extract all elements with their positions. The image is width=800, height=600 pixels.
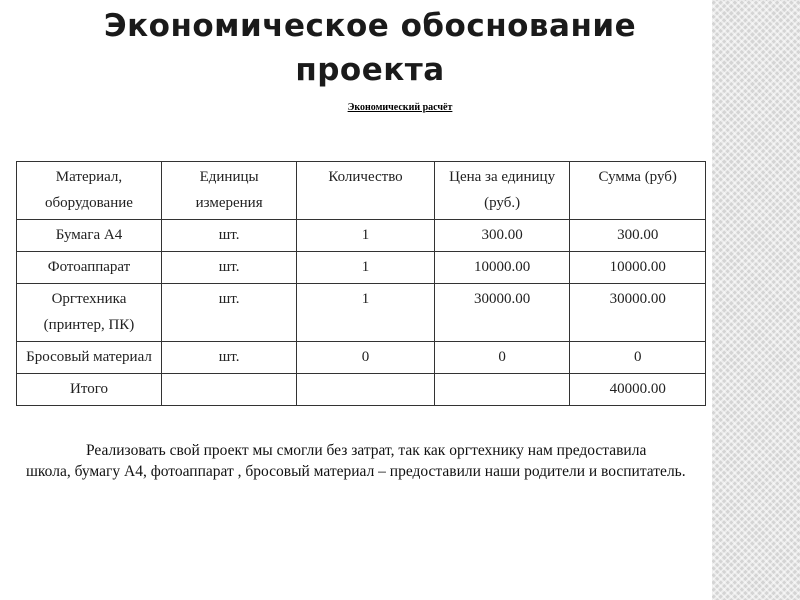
cell-material: Бросовый материал: [17, 342, 162, 374]
cell-units: шт.: [161, 220, 296, 252]
cell-material: Фотоаппарат: [17, 252, 162, 284]
total-value: 40000.00: [570, 374, 706, 406]
page-title: Экономическое обоснование проекта: [103, 8, 637, 88]
header-quantity: Количество: [297, 162, 435, 220]
cell-sum: 30000.00: [570, 284, 706, 342]
cell-sum: 0: [570, 342, 706, 374]
economic-calculation-table: [16, 161, 706, 406]
cell-unit-price: 0: [434, 342, 570, 374]
cell-quantity: 0: [297, 342, 435, 374]
table-row: [17, 220, 706, 252]
cell-sum: 10000.00: [570, 252, 706, 284]
empty-cell: [297, 374, 435, 406]
cell-sum: 300.00: [570, 220, 706, 252]
table-header-row: [17, 162, 706, 220]
cell-quantity: 1: [297, 220, 435, 252]
cell-units: шт.: [161, 252, 296, 284]
cell-material: Оргтехника (принтер, ПК): [17, 284, 162, 342]
header-unit-price: Цена за единицу (руб.): [434, 162, 570, 220]
table-row: [17, 284, 706, 342]
empty-cell: [161, 374, 296, 406]
cell-material: Бумага А4: [17, 220, 162, 252]
total-label: Итого: [17, 374, 162, 406]
cell-unit-price: 10000.00: [434, 252, 570, 284]
table-row: [17, 342, 706, 374]
table-total-row: [17, 374, 706, 406]
section-subtitle: Экономический расчёт: [347, 102, 453, 113]
header-material: Материал, оборудование: [17, 162, 162, 220]
cell-units: шт.: [161, 342, 296, 374]
cell-unit-price: 300.00: [434, 220, 570, 252]
table-row: [17, 252, 706, 284]
empty-cell: [434, 374, 570, 406]
header-sum: Сумма (руб): [570, 162, 706, 220]
cell-unit-price: 30000.00: [434, 284, 570, 342]
cell-units: шт.: [161, 284, 296, 342]
header-units: Единицы измерения: [161, 162, 296, 220]
body-paragraph: Реализовать свой проект мы смогли без затрат, так как оргтехнику нам предоставила школа, бумагу А4, фотоаппарат , бросовый материал – предоставили наши родители и воспитатель.: [26, 442, 686, 480]
cell-quantity: 1: [297, 252, 435, 284]
cell-quantity: 1: [297, 284, 435, 342]
decorative-side-band: [712, 0, 800, 600]
